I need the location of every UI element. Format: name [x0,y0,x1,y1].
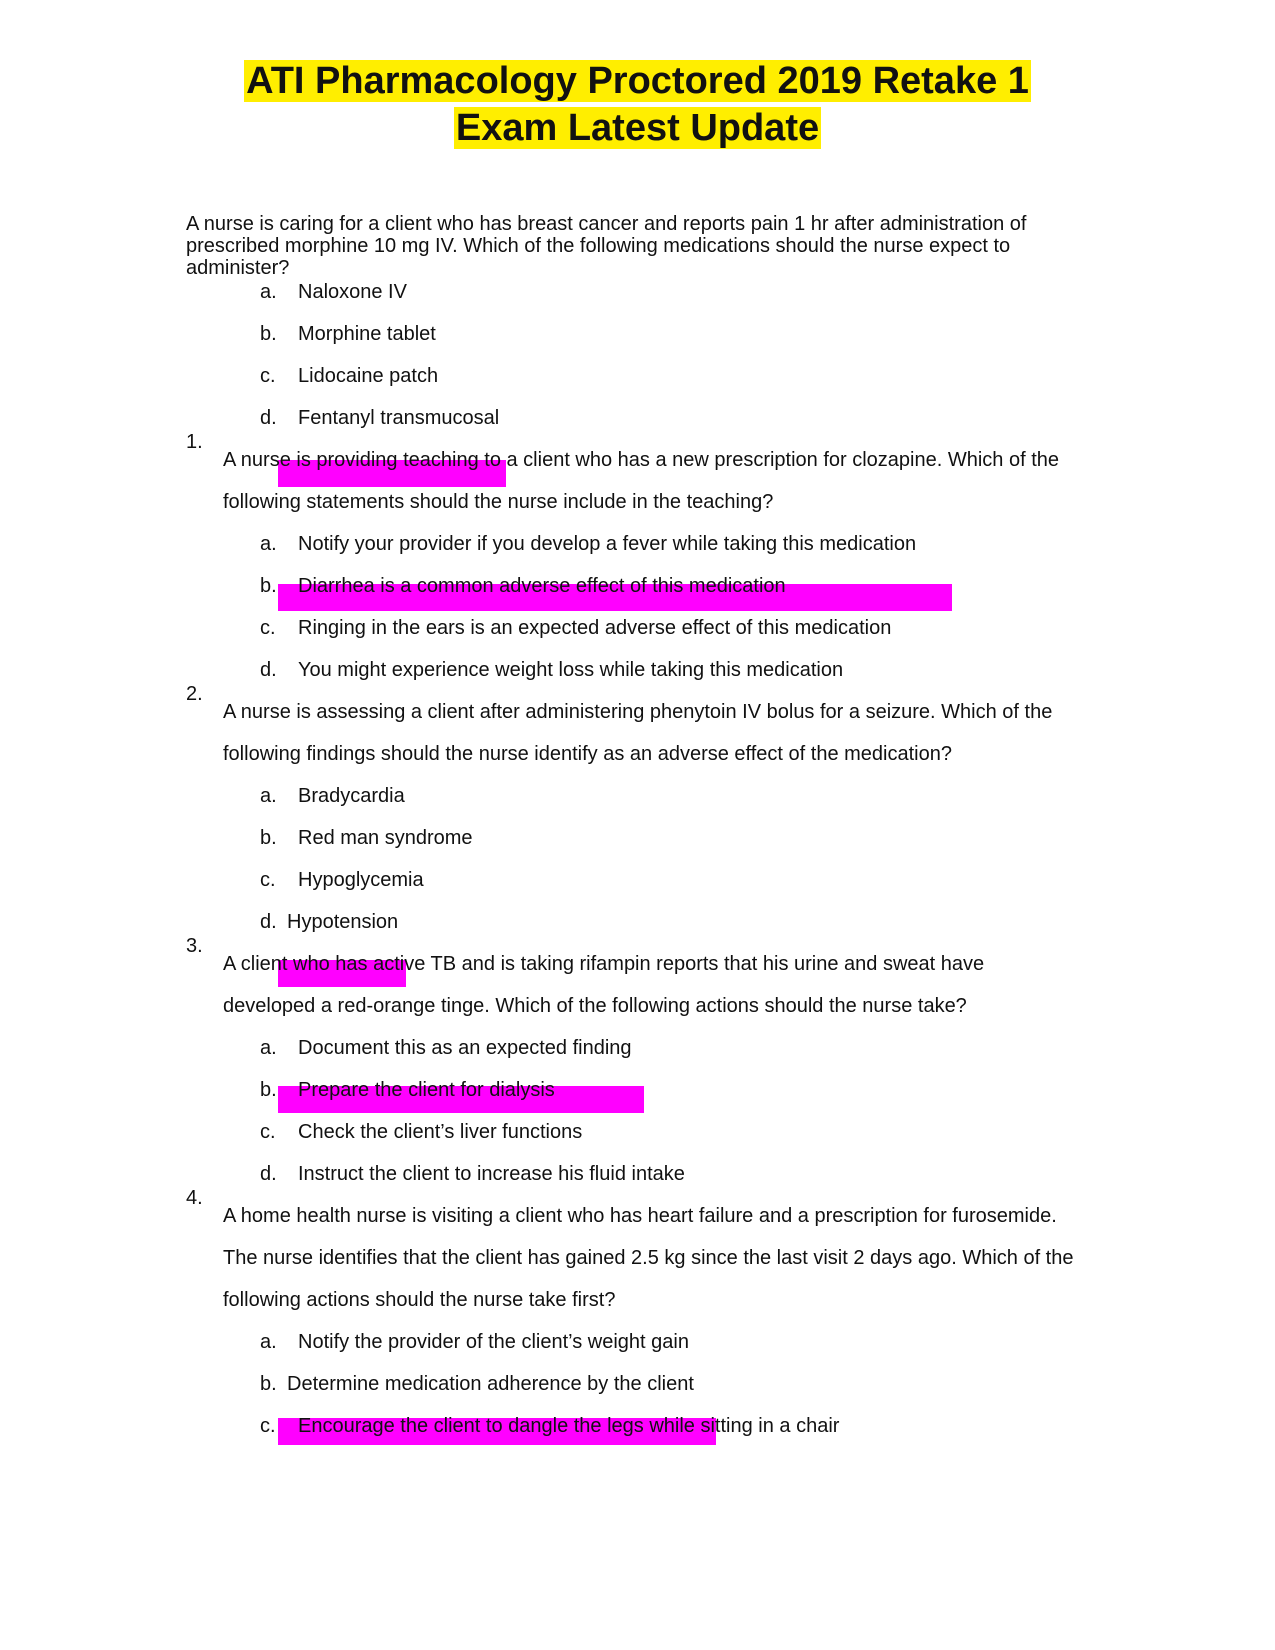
option-text: Notify the provider of the client’s weight gain [298,1331,689,1353]
question-line: A home health nurse is visiting a client who has heart failure and a prescription for furosemide. [223,1205,1057,1227]
option-text: Check the client’s liver functions [298,1121,583,1143]
option-text: Notify your provider if you develop a fever while taking this medication [298,533,917,555]
option-letter: d. [260,911,277,933]
title-line-2: Exam Latest Update [455,107,820,149]
question-line: following actions should the nurse take first? [223,1289,616,1311]
question-line: A nurse is providing teaching to a client who has a new prescription for clozapine. Which of the [223,449,1060,471]
option-letter: a. [260,785,277,807]
option-letter: a. [260,1037,277,1059]
option-text: Document this as an expected finding [298,1037,632,1059]
option-letter: d. [260,1163,277,1185]
option-text: Ringing in the ears is an expected adverse effect of this medication [298,617,892,639]
option-letter: c. [260,1415,276,1437]
question-line: A nurse is assessing a client after administering phenytoin IV bolus for a seizure. Which of the [223,701,1053,723]
option-letter: d. [260,407,277,429]
option-letter: b. [260,1373,277,1395]
intro-question-text: A nurse is caring for a client who has breast cancer and reports pain 1 hr after administration of prescribed morphine 10 mg IV. Which of the following medications should the nurse expect to administer? [186,213,1027,279]
option-letter: b. [260,1079,277,1101]
option-letter: d. [260,659,277,681]
option-text: Morphine tablet [298,323,436,345]
question-line: following statements should the nurse include in the teaching? [223,491,774,513]
option-letter: b. [260,575,277,597]
option-letter: b. [260,827,277,849]
question-number: 3. [186,935,203,957]
option-text: Prepare the client for dialysis [298,1079,555,1101]
option-text: Determine medication adherence by the client [287,1373,694,1395]
option-text: Lidocaine patch [298,365,439,387]
question-number: 2. [186,683,203,705]
option-text: Encourage the client to dangle the legs while sitting in a chair [298,1415,840,1437]
option-text: Bradycardia [298,785,405,807]
question-line: The nurse identifies that the client has gained 2.5 kg since the last visit 2 days ago. Which of the [223,1247,1074,1269]
question-line: following findings should the nurse identify as an adverse effect of the medication? [223,743,952,765]
option-letter: a. [260,281,277,303]
option-text: Diarrhea is a common adverse effect of this medication [298,575,786,597]
option-text: Hypoglycemia [298,869,424,891]
option-text: Hypotension [287,911,399,933]
option-letter: c. [260,617,276,639]
option-text: Instruct the client to increase his fluid intake [298,1163,685,1185]
option-letter: a. [260,1331,277,1353]
option-text: Fentanyl transmucosal [298,407,500,429]
option-text: You might experience weight loss while taking this medication [298,659,844,681]
option-letter: c. [260,1121,276,1143]
option-letter: c. [260,869,276,891]
title-line-1: ATI Pharmacology Proctored 2019 Retake 1 [246,60,1029,102]
option-letter: c. [260,365,276,387]
option-text: Red man syndrome [298,827,473,849]
option-letter: a. [260,533,277,555]
question-number: 4. [186,1187,203,1209]
question-line: A client who has active TB and is taking rifampin reports that his urine and sweat have [223,953,985,975]
question-line: developed a red-orange tinge. Which of the following actions should the nurse take? [223,995,967,1017]
document-title [0,58,1275,152]
option-letter: b. [260,323,277,345]
question-number: 1. [186,431,203,453]
option-text: Naloxone IV [298,281,407,303]
